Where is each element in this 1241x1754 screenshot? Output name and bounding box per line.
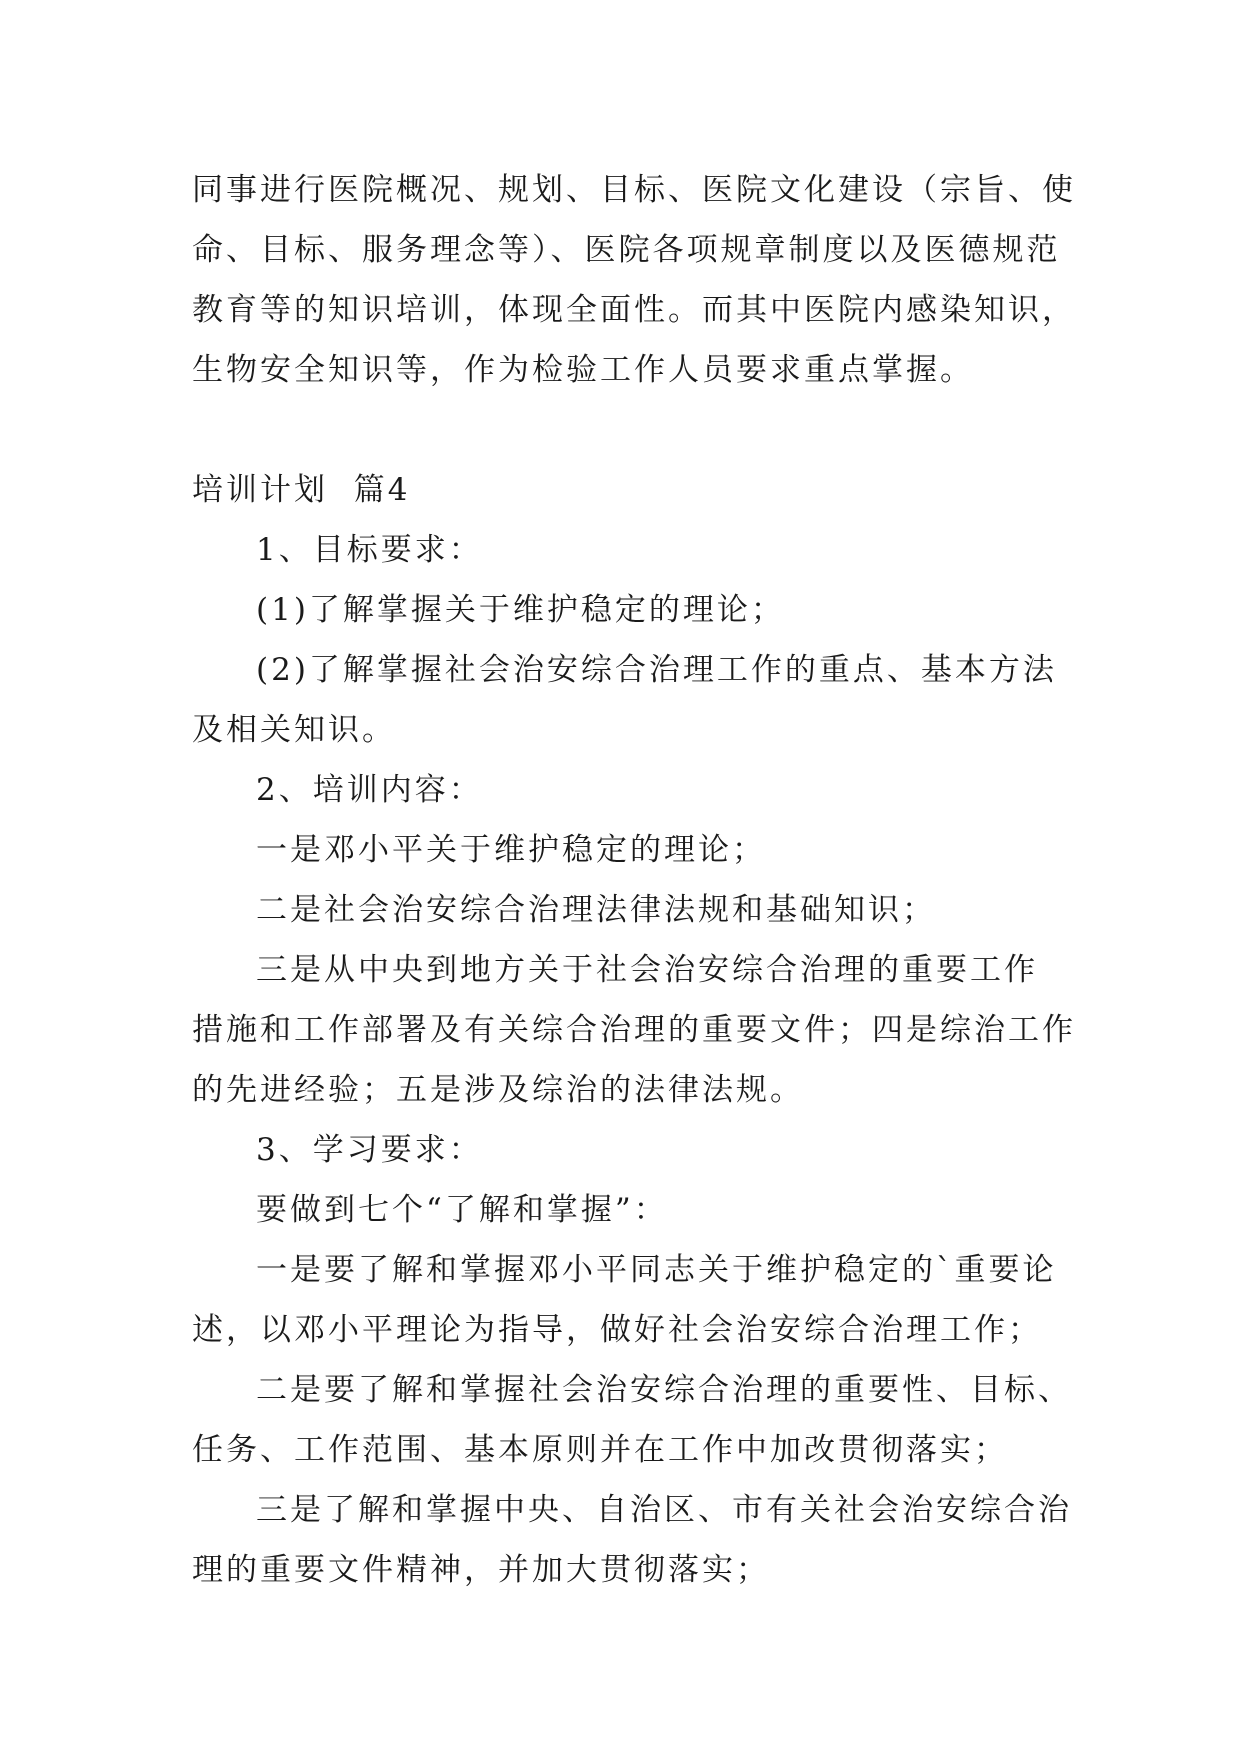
study-item-2-line: 任务、工作范围、基本原则并在工作中加改贯彻落实； xyxy=(192,1432,1008,1468)
text-line: 生物安全知识等，作为检验工作人员要求重点掌握。 xyxy=(192,352,974,388)
goal-item-2-line: (2)了解掌握社会治安综合治理工作的重点、基本方法 xyxy=(256,652,1057,688)
study-item-3-line: 三是了解和掌握中央、自治区、市有关社会治安综合治 xyxy=(256,1492,1072,1528)
content-item-2: 二是社会治安综合治理法律法规和基础知识； xyxy=(256,892,936,928)
study-section xyxy=(192,1120,1072,1600)
content-item-3-line: 措施和工作部署及有关综合治理的重要文件；四是综治工作 xyxy=(192,1012,1076,1048)
content-item-3-line: 三是从中央到地方关于社会治安综合治理的重要工作 xyxy=(256,952,1038,988)
text-line: 教育等的知识培训，体现全面性。而其中医院内感染知识， xyxy=(192,292,1076,328)
study-item-1-line: 一是要了解和掌握邓小平同志关于维护稳定的`重要论 xyxy=(256,1252,1057,1288)
content-item-3-line: 的先进经验；五是涉及综治的法律法规。 xyxy=(192,1072,804,1108)
text-line: 同事进行医院概况、规划、目标、医院文化建设（宗旨、使 xyxy=(192,172,1076,208)
study-title: 3、学习要求： xyxy=(256,1132,483,1168)
study-item-2-line: 二是要了解和掌握社会治安综合治理的重要性、目标、 xyxy=(256,1372,1072,1408)
goal-title: 1、目标要求： xyxy=(256,532,483,568)
study-item-1-line: 述，以邓小平理论为指导，做好社会治安综合治理工作； xyxy=(192,1312,1042,1348)
study-intro: 要做到七个“了解和掌握”： xyxy=(256,1192,668,1228)
study-item-3-line: 理的重要文件精神，并加大贯彻落实； xyxy=(192,1552,770,1588)
goal-section xyxy=(192,520,1062,760)
content-title: 2、培训内容： xyxy=(256,772,483,808)
goal-item-1: (1)了解掌握关于维护稳定的理论； xyxy=(256,592,785,628)
goal-item-2-line: 及相关知识。 xyxy=(192,712,396,748)
intro-paragraph xyxy=(192,160,1076,400)
section-heading: 培训计划 篇4 xyxy=(192,472,411,508)
paragraph-gap xyxy=(192,400,1062,460)
text-line: 命、目标、服务理念等）、医院各项规章制度以及医德规范 xyxy=(192,232,1061,268)
content-section xyxy=(192,760,1076,1120)
document-body xyxy=(192,160,1076,1600)
content-item-1: 一是邓小平关于维护稳定的理论； xyxy=(256,832,766,868)
